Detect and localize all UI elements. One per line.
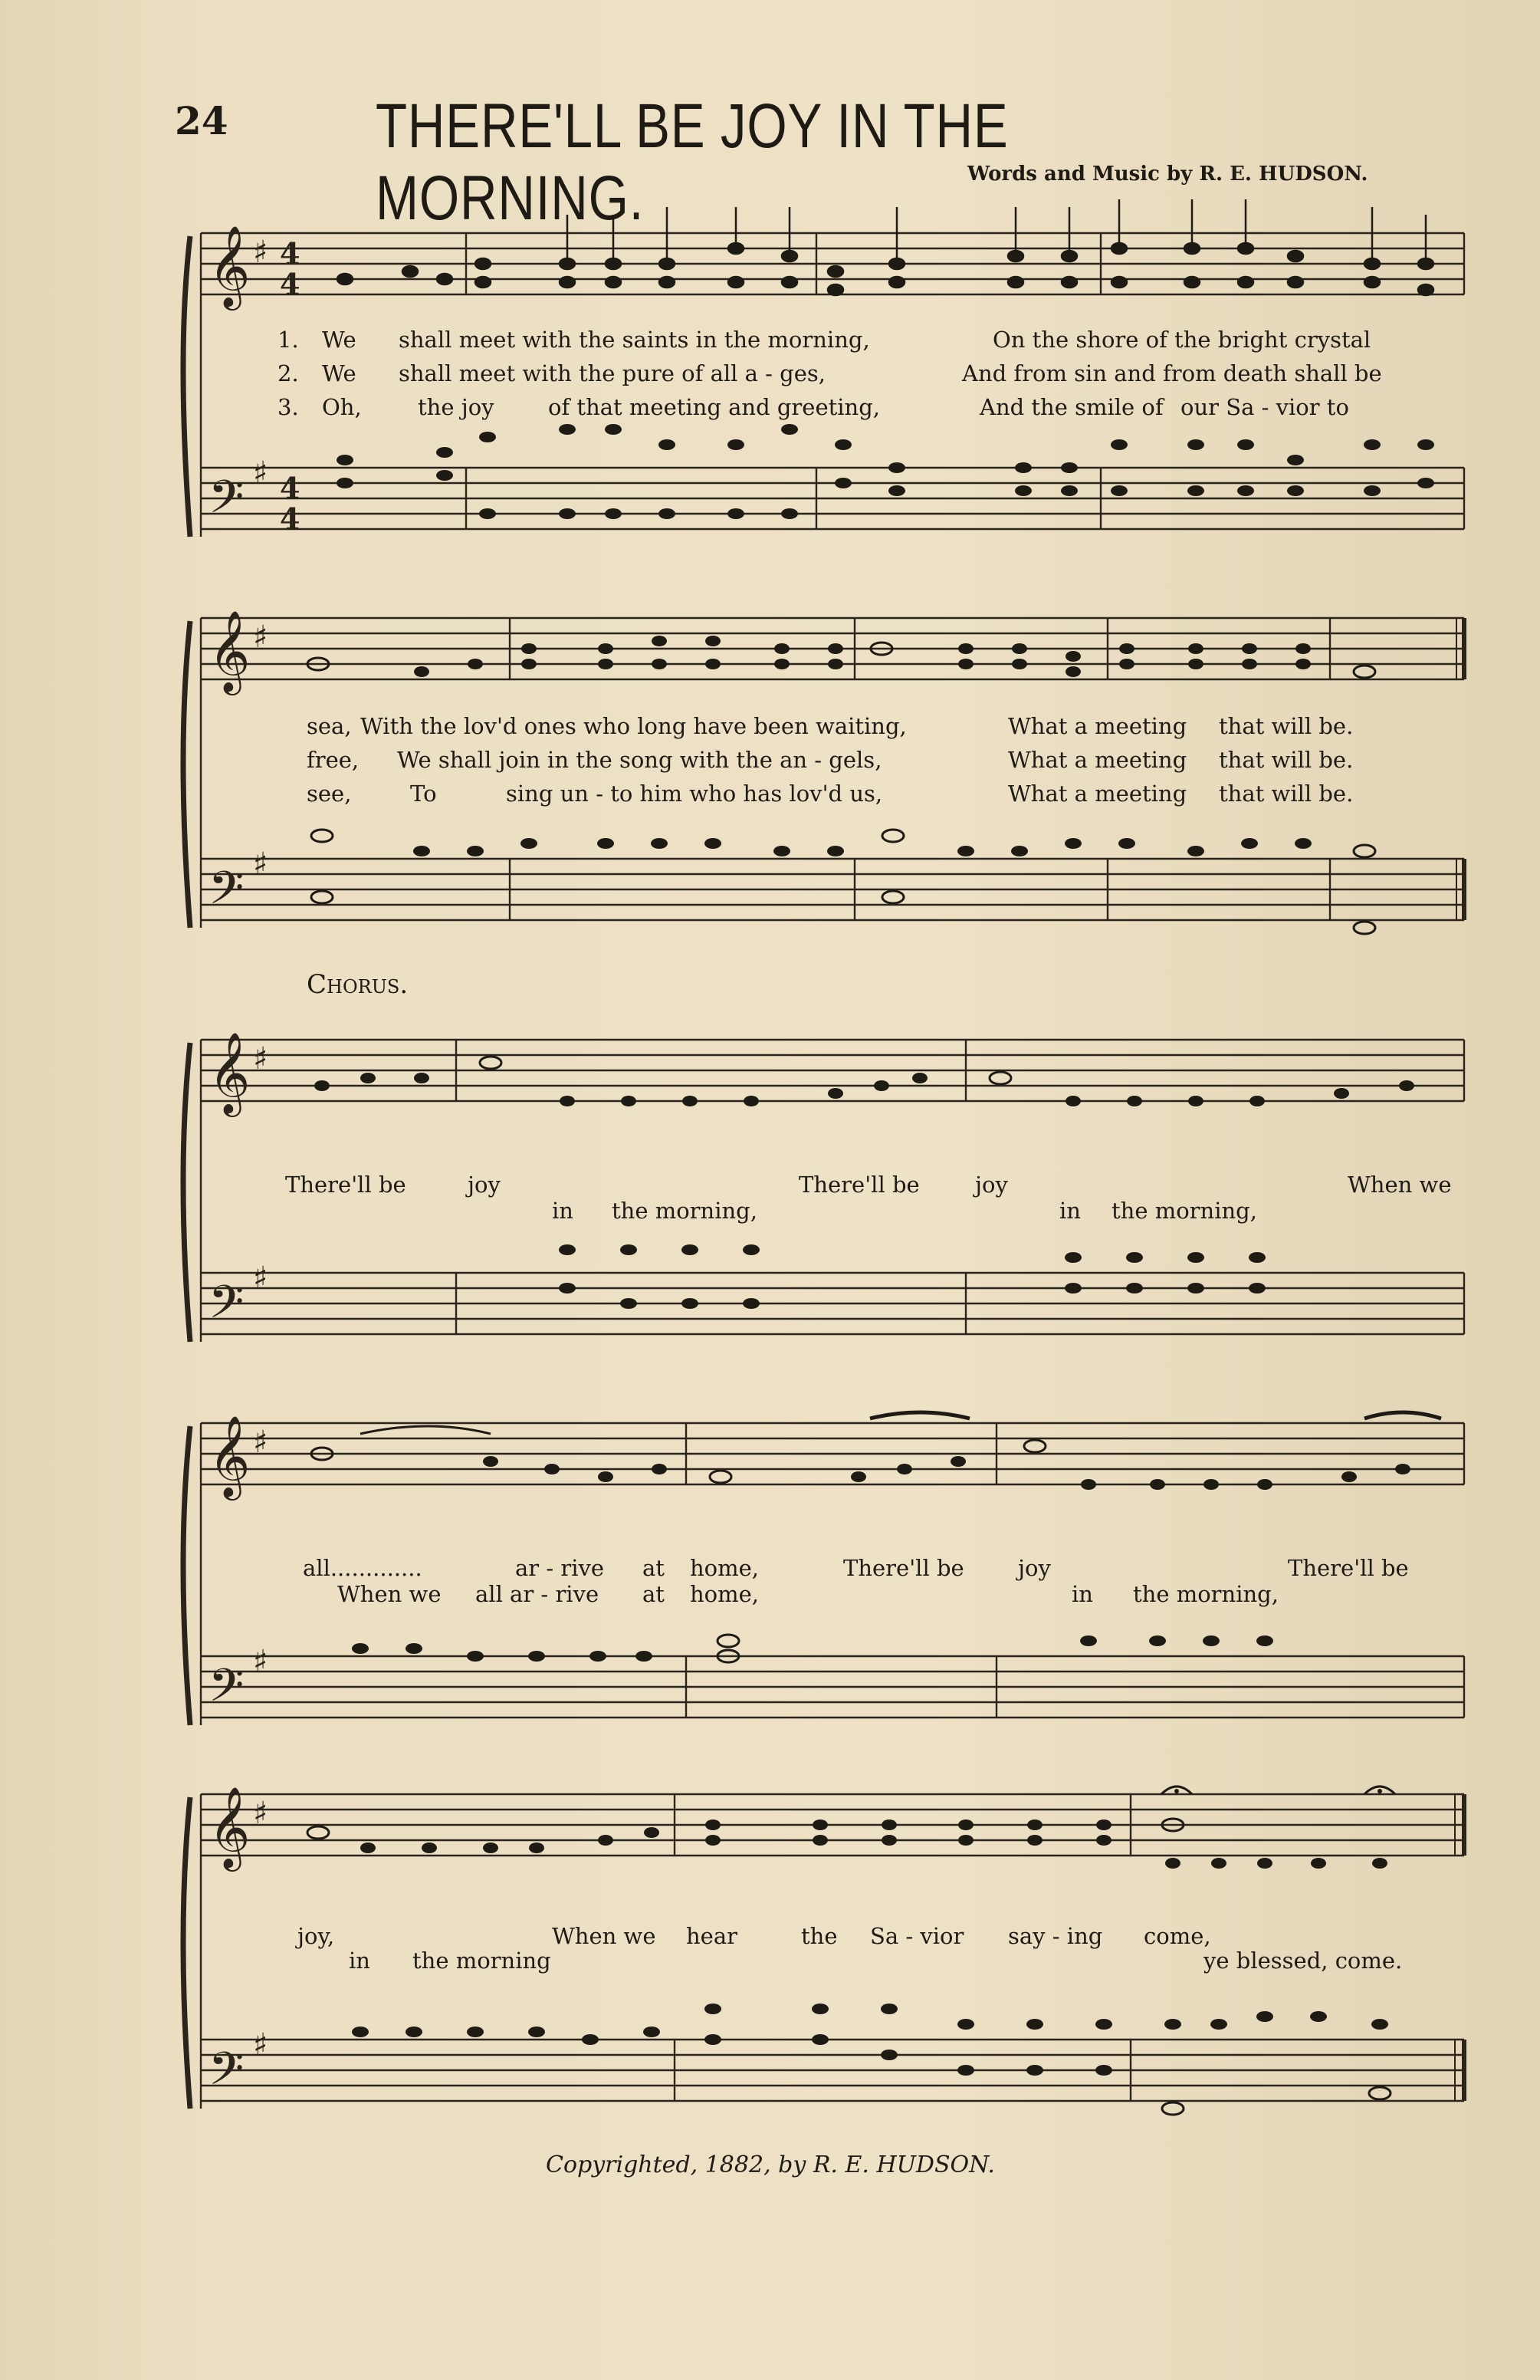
system-5-staves [0, 1764, 1540, 2124]
lyric: And the smile of [980, 394, 1164, 420]
lyric: ar - rive [515, 1555, 605, 1581]
svg-text:♯: ♯ [253, 1643, 268, 1679]
lyric: come, [1144, 1923, 1211, 1949]
lyric: sea, [307, 713, 352, 739]
lyric: in [552, 1198, 573, 1224]
system-5 [0, 1764, 1540, 2124]
hymn-title: THERE'LL BE JOY IN THE MORNING. [376, 91, 1009, 233]
page-number: 24 [175, 98, 228, 143]
svg-text:4: 4 [280, 236, 300, 271]
svg-text:♯: ♯ [253, 1040, 268, 1077]
verse-1-number: 1. [277, 327, 299, 353]
svg-text:𝄞: 𝄞 [209, 610, 251, 692]
lyric: home, [690, 1581, 760, 1607]
lyric: Sa - vior [870, 1923, 964, 1949]
svg-text:𝄞: 𝄞 [209, 1786, 251, 1868]
system-1 [0, 199, 1540, 552]
lyric: When we [552, 1923, 656, 1949]
verse-2-number: 2. [277, 360, 299, 386]
lyric: To [410, 781, 437, 807]
lyric: all ar - rive [475, 1581, 599, 1607]
system-2 [0, 598, 1540, 943]
lyric: in [1072, 1581, 1093, 1607]
lyric: Oh, [322, 394, 362, 420]
svg-text:♯: ♯ [253, 455, 268, 491]
lyric: We [322, 360, 356, 386]
lyric: joy, [297, 1923, 335, 1949]
lyric: all............. [303, 1555, 422, 1581]
lyric: that will be. [1219, 747, 1354, 773]
lyric: the [801, 1923, 838, 1949]
lyric: at [642, 1555, 665, 1581]
lyric: We [322, 327, 356, 353]
lyric: We shall join in the song with the an - gels, [397, 747, 882, 773]
svg-text:𝄞: 𝄞 [209, 225, 251, 307]
lyric: What a meeting [1008, 781, 1187, 807]
lyric: What a meeting [1008, 713, 1187, 739]
svg-text:𝄢: 𝄢 [209, 1658, 245, 1723]
svg-text:𝄞: 𝄞 [209, 1031, 251, 1113]
lyric: the morning [412, 1948, 551, 1974]
svg-text:♯: ♯ [253, 1795, 268, 1831]
lyric: see, [307, 781, 352, 807]
lyric: hear [686, 1923, 737, 1949]
svg-text:4: 4 [280, 501, 300, 536]
lyric: that will be. [1219, 781, 1354, 807]
lyric: our Sa - vior to [1180, 394, 1349, 420]
svg-text:𝄢: 𝄢 [209, 861, 245, 925]
lyric: shall meet with the saints in the morning, [399, 327, 870, 353]
copyright-notice: Copyrighted, 1882, by R. E. HUDSON. [546, 2152, 995, 2178]
lyric: say - ing [1008, 1923, 1103, 1949]
svg-text:𝄢: 𝄢 [209, 470, 245, 534]
lyric: the joy [418, 394, 494, 420]
lyric: shall meet with the pure of all a - ges, [399, 360, 826, 386]
lyric: sing un - to him who has lov'd us, [506, 781, 883, 807]
svg-text:♯: ♯ [253, 1424, 268, 1460]
lyric: ye blessed, come. [1203, 1948, 1403, 1974]
lyric: free, [307, 747, 360, 773]
svg-text:𝄢: 𝄢 [209, 1275, 245, 1340]
lyric: There'll be [285, 1172, 406, 1198]
lyric: in [349, 1948, 370, 1974]
lyric: in [1059, 1198, 1081, 1224]
lyric: that will be. [1219, 713, 1354, 739]
svg-text:4: 4 [280, 471, 300, 505]
svg-text:𝄢: 𝄢 [209, 2042, 245, 2106]
lyric: When we [1348, 1172, 1452, 1198]
svg-text:♯: ♯ [253, 234, 268, 270]
lyric: What a meeting [1008, 747, 1187, 773]
lyric: joy [975, 1172, 1008, 1198]
svg-text:♯: ♯ [253, 1260, 268, 1296]
lyric: joy [1018, 1555, 1051, 1581]
svg-text:4: 4 [280, 267, 300, 301]
lyric: When we [337, 1581, 442, 1607]
lyric: On the shore of the bright crystal [993, 327, 1371, 353]
system-3 [0, 1020, 1540, 1357]
lyric: the morning, [612, 1198, 757, 1224]
lyric: There'll be [843, 1555, 964, 1581]
svg-text:♯: ♯ [253, 619, 268, 655]
lyric: the morning, [1111, 1198, 1257, 1224]
lyric: There'll be [1288, 1555, 1409, 1581]
lyric: of that meeting and greeting, [548, 394, 881, 420]
lyric: With the lov'd ones who long have been waiting, [360, 713, 907, 739]
svg-text:𝄞: 𝄞 [209, 1415, 251, 1497]
svg-text:♯: ♯ [253, 2027, 268, 2063]
lyric: at [642, 1581, 665, 1607]
svg-text:♯: ♯ [253, 846, 268, 882]
system-3-staves [0, 1020, 1540, 1357]
lyric: home, [690, 1555, 760, 1581]
composer-credit: Words and Music by R. E. HUDSON. [967, 163, 1368, 186]
system-4 [0, 1403, 1540, 1741]
lyric: joy [468, 1172, 501, 1198]
lyric: There'll be [799, 1172, 920, 1198]
verse-3-number: 3. [277, 394, 299, 420]
lyric: And from sin and from death shall be [962, 360, 1382, 386]
lyric: the morning, [1133, 1581, 1279, 1607]
chorus-label: Chorus. [307, 969, 409, 1000]
